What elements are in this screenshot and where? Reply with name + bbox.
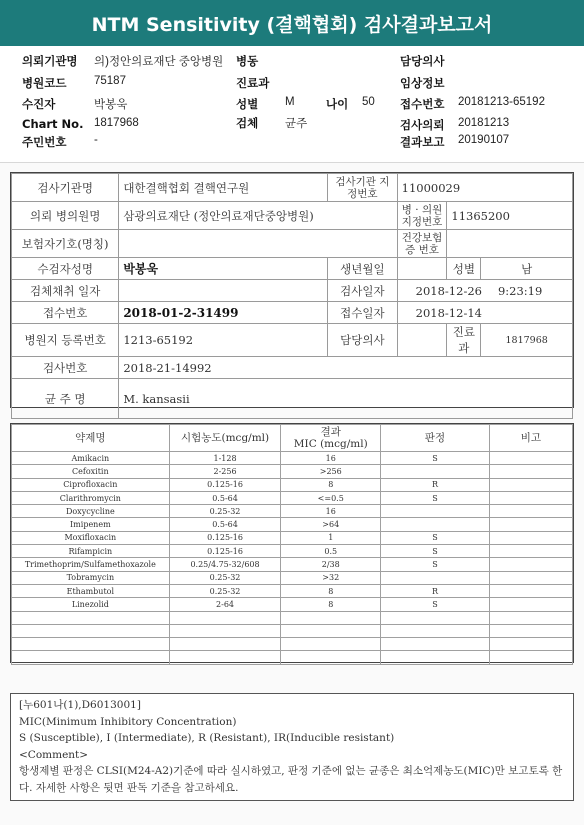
result-row xyxy=(12,651,573,664)
drug-name: Cefoxitin xyxy=(12,465,170,478)
reg-label: 병원지 등록번호 xyxy=(12,324,119,357)
dept-value: 1817968 xyxy=(481,324,573,357)
age-label: 나이 xyxy=(326,97,349,111)
remark xyxy=(489,558,572,571)
interpretation xyxy=(381,611,490,624)
col-mic-line1: 결과 xyxy=(320,426,341,438)
mic-value: 16 xyxy=(281,505,381,518)
remark xyxy=(489,624,572,637)
result-row xyxy=(12,452,573,465)
test-range: 2-64 xyxy=(169,598,281,611)
interpretation: S xyxy=(381,452,490,465)
mic-value: 0.5 xyxy=(281,545,381,558)
mic-value: 16 xyxy=(281,452,381,465)
result-row xyxy=(12,465,573,478)
remark xyxy=(489,584,572,597)
note-mic: MIC(Minimum Inhibitory Concentration) xyxy=(19,715,237,728)
result-row xyxy=(12,491,573,504)
test-range xyxy=(169,651,281,664)
specimen-value: 균주 xyxy=(285,118,308,130)
birth-value xyxy=(397,258,447,280)
receipt-date-value: 2018-12-14 xyxy=(415,305,482,320)
specimen-label: 검체 xyxy=(236,116,259,130)
clinic-code-label: 병 · 의원 지정번호 xyxy=(397,202,447,230)
receipt-date-cell xyxy=(397,302,572,324)
test-range: 0.25/4.75-32/608 xyxy=(169,558,281,571)
dept-label: 진료과 xyxy=(447,324,481,357)
sex-label: 성별 xyxy=(236,97,259,111)
remark xyxy=(489,598,572,611)
hospital-code-value: 75187 xyxy=(94,75,126,87)
test-range xyxy=(169,638,281,651)
drug-name: Tobramycin xyxy=(12,571,170,584)
drug-name xyxy=(12,638,170,651)
interpretation xyxy=(381,571,490,584)
remark xyxy=(489,465,572,478)
sex-value: M xyxy=(285,96,295,108)
drug-name xyxy=(12,651,170,664)
drug-name xyxy=(12,611,170,624)
report-date-value: 20190107 xyxy=(458,134,510,146)
ref-hospital-label: 의뢰 병의원명 xyxy=(12,202,119,230)
request-value: 20181213 xyxy=(458,117,510,129)
result-row xyxy=(12,518,573,531)
info-receipt-value: 2018-01-2-31499 xyxy=(119,302,328,324)
lab-code-value: 11000029 xyxy=(397,174,572,202)
col-mic-line2: MIC (mcg/ml) xyxy=(293,438,368,450)
remark xyxy=(489,571,572,584)
info-doctor-label: 담당의사 xyxy=(328,324,398,357)
result-row xyxy=(12,611,573,624)
result-row xyxy=(12,545,573,558)
mic-value: 2/38 xyxy=(281,558,381,571)
insurance-label: 보험자기호(명칭) xyxy=(12,230,119,258)
organism-label: 균 주 명 xyxy=(12,379,119,419)
mic-value xyxy=(281,611,381,624)
col-interp: 판정 xyxy=(381,425,490,452)
test-range: 1-128 xyxy=(169,452,281,465)
doctor-label: 담당의사 xyxy=(400,54,445,68)
result-row xyxy=(12,624,573,637)
test-range: 0.5-64 xyxy=(169,518,281,531)
result-row xyxy=(12,558,573,571)
ins-cert-label: 건강보험 증 번호 xyxy=(397,230,447,258)
info-sex-value: 남 xyxy=(481,258,573,280)
interpretation: S xyxy=(381,558,490,571)
result-row xyxy=(12,478,573,491)
receipt-value: 20181213-65192 xyxy=(458,96,545,108)
results-table xyxy=(10,423,574,663)
test-range: 0.125-16 xyxy=(169,545,281,558)
mic-value: >32 xyxy=(281,571,381,584)
drug-name: Moxifloxacin xyxy=(12,531,170,544)
info-receipt-label: 접수번호 xyxy=(12,302,119,324)
receipt-date-label: 접수일자 xyxy=(328,302,398,324)
note-comment-text: 항생제별 판정은 CLSI(M24-A2)기준에 따라 실시하였고, 판정 기준에 없는 균종은 최소억제농도(MIC)만 보고토록 한다. 자세한 사항은 뒷면 판독 기준을 참고하세요. xyxy=(19,765,563,794)
remark xyxy=(489,478,572,491)
result-row xyxy=(12,505,573,518)
drug-name: Amikacin xyxy=(12,452,170,465)
drug-name: Ethambutol xyxy=(12,584,170,597)
birth-label: 생년월일 xyxy=(328,258,398,280)
test-range: 0.125-16 xyxy=(169,478,281,491)
col-note: 비고 xyxy=(489,425,572,452)
request-label: 검사의뢰 xyxy=(400,118,445,132)
resident-value: - xyxy=(94,134,98,146)
info-doctor-value xyxy=(397,324,447,357)
interpretation: R xyxy=(381,478,490,491)
note-legend: S (Susceptible), I (Intermediate), R (Resistant), IR(Inducible resistant) xyxy=(19,732,395,744)
chart-label: Chart No. xyxy=(22,117,84,131)
result-row xyxy=(12,584,573,597)
test-range: 0.125-16 xyxy=(169,531,281,544)
remark xyxy=(489,505,572,518)
interpretation: S xyxy=(381,491,490,504)
collect-value xyxy=(119,280,328,302)
remark xyxy=(489,518,572,531)
interpretation xyxy=(381,518,490,531)
drug-name: Rifampicin xyxy=(12,545,170,558)
interpretation xyxy=(381,638,490,651)
drug-name: Trimethoprim/Sulfamethoxazole xyxy=(12,558,170,571)
test-range xyxy=(169,624,281,637)
interpretation: S xyxy=(381,531,490,544)
interpretation xyxy=(381,465,490,478)
test-range: 0.25-32 xyxy=(169,505,281,518)
lab-name-label: 검사기관명 xyxy=(12,174,119,202)
patient-label: 수진자 xyxy=(22,97,56,111)
test-date-cell xyxy=(397,280,572,302)
report-date-label: 결과보고 xyxy=(400,135,445,149)
resident-label: 주민번호 xyxy=(22,135,67,149)
institution-value: 의)정안의료재단 중앙병원 xyxy=(94,56,224,68)
exam-value: 2018-21-14992 xyxy=(119,357,573,379)
interpretation xyxy=(381,651,490,664)
col-range: 시험농도(mcg/ml) xyxy=(169,425,281,452)
test-range: 2-256 xyxy=(169,465,281,478)
mic-value: 8 xyxy=(281,478,381,491)
report-title: NTM Sensitivity (결핵협회) 검사결과보고서 xyxy=(0,0,584,46)
ref-hospital-value: 삼광의료재단 (정안의료재단중앙병원) xyxy=(119,202,397,230)
interpretation: S xyxy=(381,598,490,611)
clinical-label: 임상정보 xyxy=(400,76,445,90)
department-label: 진료과 xyxy=(236,76,270,90)
ward-label: 병동 xyxy=(236,54,259,68)
ins-cert-value xyxy=(447,230,573,258)
note-comment-heading: <Comment> xyxy=(19,748,89,761)
collect-label: 검체채취 일자 xyxy=(12,280,119,302)
drug-name: Imipenem xyxy=(12,518,170,531)
mic-value: 8 xyxy=(281,598,381,611)
mic-value xyxy=(281,651,381,664)
drug-name: Clarithromycin xyxy=(12,491,170,504)
interpretation xyxy=(381,505,490,518)
test-range: 0.25-32 xyxy=(169,571,281,584)
chart-value: 1817968 xyxy=(94,117,139,129)
patient-value: 박봉욱 xyxy=(94,99,128,111)
drug-name: Ciprofloxacin xyxy=(12,478,170,491)
remark xyxy=(489,611,572,624)
hospital-code-label: 병원코드 xyxy=(22,76,67,90)
info-table xyxy=(10,172,574,408)
interpretation: R xyxy=(381,584,490,597)
interpretation xyxy=(381,624,490,637)
col-drug: 약제명 xyxy=(12,425,170,452)
institution-label: 의뢰기관명 xyxy=(22,54,78,68)
mic-value: >256 xyxy=(281,465,381,478)
clinic-code-value: 11365200 xyxy=(447,202,573,230)
drug-name: Linezolid xyxy=(12,598,170,611)
exam-label: 검사번호 xyxy=(12,357,119,379)
interpretation: S xyxy=(381,545,490,558)
lab-name-value: 대한결핵협회 결핵연구원 xyxy=(119,174,328,202)
remark xyxy=(489,491,572,504)
test-range xyxy=(169,611,281,624)
remark xyxy=(489,545,572,558)
note-code: [누601나(1),D6013001] xyxy=(19,699,141,711)
result-row xyxy=(12,531,573,544)
test-time-value: 9:23:19 xyxy=(497,283,543,298)
mic-value xyxy=(281,638,381,651)
mic-value: >64 xyxy=(281,518,381,531)
mic-value: 8 xyxy=(281,584,381,597)
notes-box xyxy=(10,693,574,801)
info-sex-label: 성별 xyxy=(447,258,481,280)
mic-value xyxy=(281,624,381,637)
remark xyxy=(489,452,572,465)
mic-value: 1 xyxy=(281,531,381,544)
remark xyxy=(489,651,572,664)
lab-code-label: 검사기관 지정번호 xyxy=(328,174,398,202)
drug-name: Doxycycline xyxy=(12,505,170,518)
test-date-label: 검사일자 xyxy=(328,280,398,302)
age-value: 50 xyxy=(362,96,375,108)
result-row xyxy=(12,638,573,651)
remark xyxy=(489,531,572,544)
insurance-value xyxy=(119,230,397,258)
reg-value: 1213-65192 xyxy=(119,324,328,357)
patient-name-value: 박봉욱 xyxy=(119,258,328,280)
remark xyxy=(489,638,572,651)
patient-name-label: 수검자성명 xyxy=(12,258,119,280)
test-range: 0.5-64 xyxy=(169,491,281,504)
col-mic xyxy=(281,425,381,452)
mic-value: <=0.5 xyxy=(281,491,381,504)
drug-name xyxy=(12,624,170,637)
test-date-value: 2018-12-26 xyxy=(415,283,482,298)
result-row xyxy=(12,598,573,611)
test-range: 0.25-32 xyxy=(169,584,281,597)
receipt-label: 접수번호 xyxy=(400,97,445,111)
result-row xyxy=(12,571,573,584)
organism-value: M. kansasii xyxy=(119,379,573,419)
